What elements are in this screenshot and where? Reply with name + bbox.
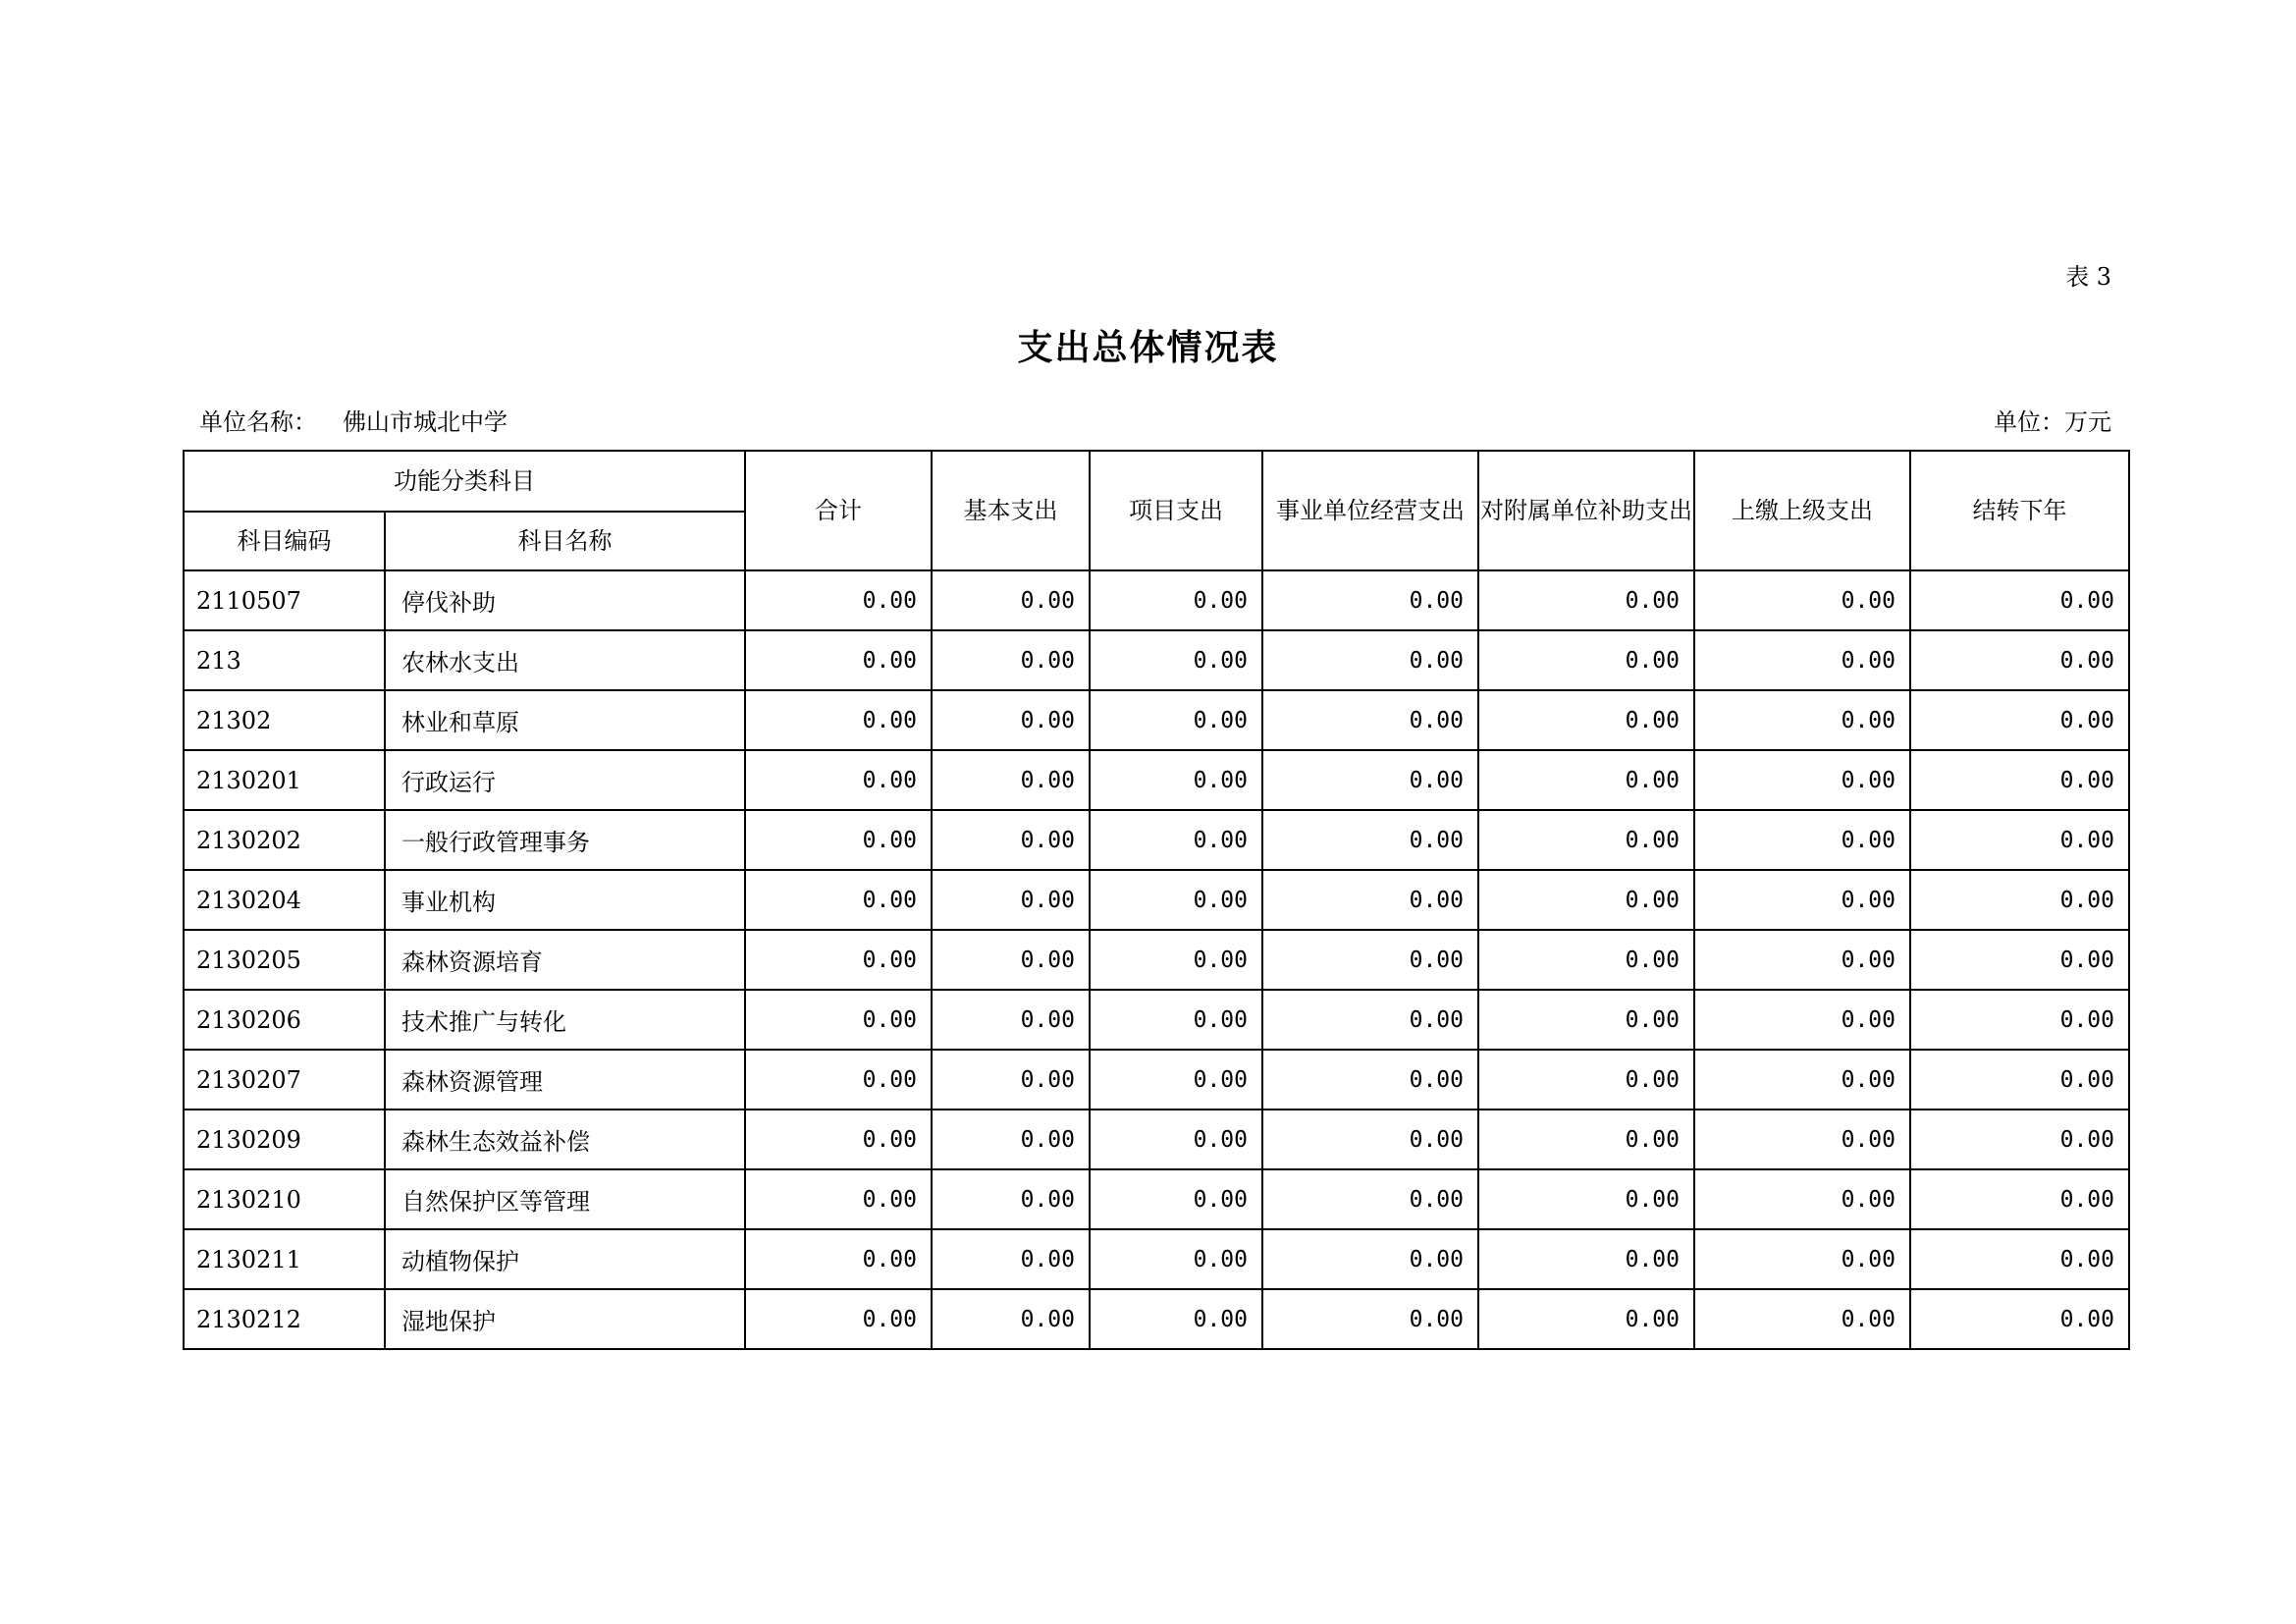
row-name: 农林水支出	[385, 630, 745, 690]
cell-business: 0.00	[1262, 1289, 1478, 1349]
row-name: 森林生态效益补偿	[385, 1110, 745, 1169]
row-code: 2130209	[184, 1110, 385, 1169]
cell-superior: 0.00	[1694, 570, 1910, 630]
table-row	[184, 570, 2129, 630]
header-basic: 基本支出	[932, 451, 1090, 570]
cell-business: 0.00	[1262, 690, 1478, 750]
row-name: 自然保护区等管理	[385, 1169, 745, 1229]
cell-total: 0.00	[745, 1110, 932, 1169]
cell-total: 0.00	[745, 630, 932, 690]
row-name: 湿地保护	[385, 1289, 745, 1349]
table-number: 表 3	[2065, 263, 2111, 291]
cell-carryover: 0.00	[1910, 630, 2129, 690]
cell-superior: 0.00	[1694, 1229, 1910, 1289]
row-name: 行政运行	[385, 750, 745, 810]
header-carryover: 结转下年	[1910, 451, 2129, 570]
cell-superior: 0.00	[1694, 1050, 1910, 1110]
row-name: 森林资源管理	[385, 1050, 745, 1110]
row-name: 停伐补助	[385, 570, 745, 630]
currency-unit: 单位：万元	[1994, 408, 2111, 436]
header-project: 项目支出	[1090, 451, 1262, 570]
cell-business: 0.00	[1262, 1169, 1478, 1229]
cell-superior: 0.00	[1694, 750, 1910, 810]
expenditure-table	[183, 450, 2130, 1350]
cell-basic: 0.00	[932, 1110, 1090, 1169]
cell-carryover: 0.00	[1910, 1050, 2129, 1110]
cell-carryover: 0.00	[1910, 750, 2129, 810]
cell-subsidiary: 0.00	[1478, 810, 1694, 870]
cell-subsidiary: 0.00	[1478, 1229, 1694, 1289]
cell-subsidiary: 0.00	[1478, 570, 1694, 630]
row-code: 2130212	[184, 1289, 385, 1349]
cell-business: 0.00	[1262, 750, 1478, 810]
row-code: 2130205	[184, 930, 385, 990]
cell-basic: 0.00	[932, 630, 1090, 690]
table-row	[184, 1289, 2129, 1349]
cell-subsidiary: 0.00	[1478, 690, 1694, 750]
cell-basic: 0.00	[932, 810, 1090, 870]
cell-business: 0.00	[1262, 870, 1478, 930]
cell-project: 0.00	[1090, 1050, 1262, 1110]
cell-basic: 0.00	[932, 930, 1090, 990]
table-row	[184, 930, 2129, 990]
table-row	[184, 1110, 2129, 1169]
cell-basic: 0.00	[932, 570, 1090, 630]
cell-subsidiary: 0.00	[1478, 930, 1694, 990]
cell-project: 0.00	[1090, 1289, 1262, 1349]
row-code: 2130210	[184, 1169, 385, 1229]
cell-carryover: 0.00	[1910, 870, 2129, 930]
row-name: 技术推广与转化	[385, 990, 745, 1050]
row-name: 动植物保护	[385, 1229, 745, 1289]
cell-project: 0.00	[1090, 930, 1262, 990]
cell-carryover: 0.00	[1910, 690, 2129, 750]
cell-superior: 0.00	[1694, 990, 1910, 1050]
cell-project: 0.00	[1090, 630, 1262, 690]
row-code: 2130201	[184, 750, 385, 810]
header-superior: 上缴上级支出	[1694, 451, 1910, 570]
cell-total: 0.00	[745, 1169, 932, 1229]
table-row	[184, 1050, 2129, 1110]
unit-name-label: 单位名称：	[199, 408, 317, 436]
cell-carryover: 0.00	[1910, 990, 2129, 1050]
cell-subsidiary: 0.00	[1478, 1050, 1694, 1110]
cell-subsidiary: 0.00	[1478, 870, 1694, 930]
cell-project: 0.00	[1090, 570, 1262, 630]
cell-superior: 0.00	[1694, 870, 1910, 930]
table-row	[184, 1169, 2129, 1229]
table-row	[184, 990, 2129, 1050]
cell-total: 0.00	[745, 1289, 932, 1349]
cell-basic: 0.00	[932, 1050, 1090, 1110]
cell-basic: 0.00	[932, 750, 1090, 810]
cell-project: 0.00	[1090, 810, 1262, 870]
row-code: 2110507	[184, 570, 385, 630]
row-name: 林业和草原	[385, 690, 745, 750]
cell-carryover: 0.00	[1910, 1289, 2129, 1349]
cell-project: 0.00	[1090, 1110, 1262, 1169]
cell-project: 0.00	[1090, 870, 1262, 930]
table-row	[184, 630, 2129, 690]
cell-basic: 0.00	[932, 990, 1090, 1050]
row-code: 213	[184, 630, 385, 690]
cell-total: 0.00	[745, 870, 932, 930]
cell-carryover: 0.00	[1910, 810, 2129, 870]
cell-superior: 0.00	[1694, 1169, 1910, 1229]
unit-name-value: 佛山市城北中学	[343, 408, 507, 436]
cell-total: 0.00	[745, 1229, 932, 1289]
cell-total: 0.00	[745, 810, 932, 870]
cell-basic: 0.00	[932, 1229, 1090, 1289]
cell-business: 0.00	[1262, 1050, 1478, 1110]
table-row	[184, 870, 2129, 930]
cell-business: 0.00	[1262, 930, 1478, 990]
cell-business: 0.00	[1262, 570, 1478, 630]
cell-total: 0.00	[745, 570, 932, 630]
cell-basic: 0.00	[932, 690, 1090, 750]
cell-business: 0.00	[1262, 990, 1478, 1050]
cell-project: 0.00	[1090, 750, 1262, 810]
cell-business: 0.00	[1262, 1110, 1478, 1169]
table-row	[184, 810, 2129, 870]
cell-business: 0.00	[1262, 1229, 1478, 1289]
cell-superior: 0.00	[1694, 1110, 1910, 1169]
cell-carryover: 0.00	[1910, 1110, 2129, 1169]
cell-carryover: 0.00	[1910, 570, 2129, 630]
cell-subsidiary: 0.00	[1478, 990, 1694, 1050]
header-name: 科目名称	[385, 512, 745, 570]
header-function-category: 功能分类科目	[184, 451, 745, 512]
cell-subsidiary: 0.00	[1478, 750, 1694, 810]
cell-subsidiary: 0.00	[1478, 1289, 1694, 1349]
row-name: 事业机构	[385, 870, 745, 930]
cell-basic: 0.00	[932, 1169, 1090, 1229]
cell-project: 0.00	[1090, 1169, 1262, 1229]
cell-project: 0.00	[1090, 690, 1262, 750]
cell-basic: 0.00	[932, 1289, 1090, 1349]
cell-project: 0.00	[1090, 990, 1262, 1050]
cell-total: 0.00	[745, 1050, 932, 1110]
header-total: 合计	[745, 451, 932, 570]
cell-carryover: 0.00	[1910, 930, 2129, 990]
cell-subsidiary: 0.00	[1478, 1169, 1694, 1229]
cell-superior: 0.00	[1694, 1289, 1910, 1349]
row-code: 2130206	[184, 990, 385, 1050]
cell-basic: 0.00	[932, 870, 1090, 930]
cell-superior: 0.00	[1694, 930, 1910, 990]
unit-name	[199, 403, 507, 437]
cell-business: 0.00	[1262, 810, 1478, 870]
cell-total: 0.00	[745, 990, 932, 1050]
cell-total: 0.00	[745, 750, 932, 810]
table-row	[184, 690, 2129, 750]
table-row	[184, 1229, 2129, 1289]
cell-superior: 0.00	[1694, 630, 1910, 690]
page-title: 支出总体情况表	[1017, 327, 1279, 368]
header-code: 科目编码	[184, 512, 385, 570]
cell-total: 0.00	[745, 690, 932, 750]
row-name: 森林资源培育	[385, 930, 745, 990]
row-code: 2130211	[184, 1229, 385, 1289]
cell-project: 0.00	[1090, 1229, 1262, 1289]
cell-business: 0.00	[1262, 630, 1478, 690]
cell-carryover: 0.00	[1910, 1169, 2129, 1229]
cell-carryover: 0.00	[1910, 1229, 2129, 1289]
header-business: 事业单位经营支出	[1262, 451, 1478, 570]
cell-total: 0.00	[745, 930, 932, 990]
cell-subsidiary: 0.00	[1478, 1110, 1694, 1169]
row-code: 21302	[184, 690, 385, 750]
cell-superior: 0.00	[1694, 690, 1910, 750]
row-code: 2130202	[184, 810, 385, 870]
table-row	[184, 750, 2129, 810]
row-name: 一般行政管理事务	[385, 810, 745, 870]
header-subsidiary: 对附属单位补助支出	[1478, 451, 1694, 570]
row-code: 2130207	[184, 1050, 385, 1110]
cell-superior: 0.00	[1694, 810, 1910, 870]
row-code: 2130204	[184, 870, 385, 930]
cell-subsidiary: 0.00	[1478, 630, 1694, 690]
